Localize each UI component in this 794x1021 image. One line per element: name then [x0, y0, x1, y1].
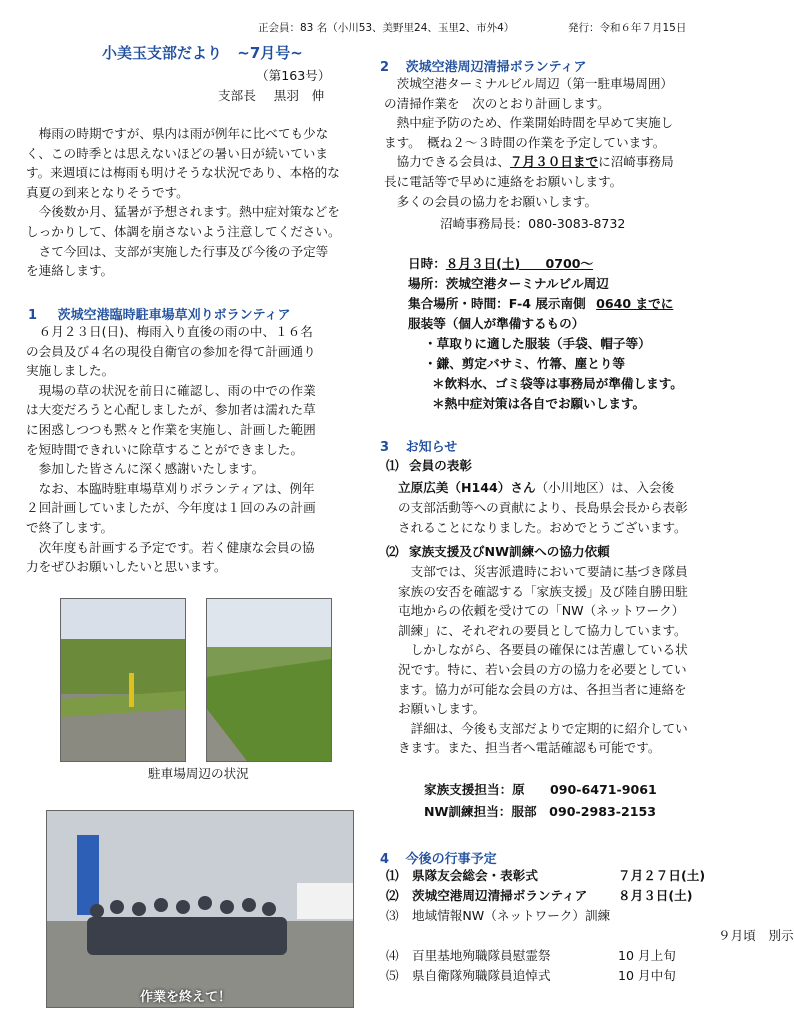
contact-date: ７月３０日まで — [509, 154, 599, 169]
award-line: の支部活動等への貢献により、長島県会長から表彰 — [398, 500, 688, 515]
intro-text — [26, 124, 341, 281]
event-name: 県自衛隊殉職隊員追悼式 — [412, 968, 551, 983]
issue-number: （第163号） — [256, 68, 331, 83]
section1-line: 現場の草の状況を前日に確認し、雨の中での作業 — [26, 382, 316, 398]
parking-photo-caption: 駐車場周辺の状況 — [148, 766, 249, 781]
membership-count: 正会員：83 名（小川53、美野里24、玉里2、市外4） — [258, 22, 515, 34]
section2-title: 茨城空港周辺清掃ボランティア — [405, 60, 587, 75]
section1-line: ２回計画していましたが、今年度は１回のみの計画 — [26, 500, 316, 516]
support-title: 家族支援及びNW訓練への協力依頼 — [408, 544, 610, 559]
family-support-contact: 家族支援担当：原 090-6471-9061 — [424, 782, 657, 797]
contact-suffix: に沼崎事務局 — [598, 154, 674, 169]
event-date: ７月２７日(土) — [618, 868, 706, 883]
section3-number: 3 — [380, 440, 390, 455]
author-name: 黒羽 伸 — [273, 88, 325, 103]
event-name: 地域情報NW（ネットワーク）訓練 — [412, 908, 611, 923]
group-photo-caption: 作業を終えて！ — [140, 990, 232, 1005]
author — [218, 86, 324, 106]
event-date: 10 月上旬 — [618, 948, 676, 963]
section1-heading — [28, 304, 291, 323]
event-row — [386, 886, 794, 906]
event-date-label: 日時： — [408, 256, 446, 271]
support-line: ます。協力が可能な会員の方は、各担当者に連絡を — [398, 681, 687, 697]
support-line: お願いします。 — [398, 701, 486, 717]
event-date: ９月頃 別示 — [718, 928, 794, 943]
event-schedule — [386, 866, 794, 986]
section1-title: 茨城空港臨時駐車場草刈りボランティア — [57, 308, 291, 323]
section2-line: 熱中症予防のため、作業開始時間を早めて実施し — [384, 115, 674, 131]
section1-line: 実施しました。 — [26, 363, 115, 379]
section1-line: 次年度も計画する予定です。若く健康な会員の協 — [26, 539, 315, 555]
section1-line: 力をぜひお願いしたいと思います。 — [26, 559, 227, 575]
section1-line: を短時間できれいに除草することができました。 — [26, 441, 304, 457]
section3-title: お知らせ — [405, 440, 458, 455]
event-number: ⑸ — [386, 968, 399, 983]
support-line: きます。また、担当者へ電話確認も可能です。 — [398, 740, 661, 756]
award-line: されることになりました。おめでとうございます。 — [398, 519, 687, 535]
award-title: 会員の表彰 — [408, 458, 472, 473]
group-photo — [46, 810, 354, 1008]
event-row — [386, 946, 794, 966]
award-heading — [386, 456, 472, 476]
intro-line: 真夏の到来となりそうです。 — [26, 184, 189, 200]
section1-number: 1 — [28, 308, 38, 323]
support-heading — [386, 542, 610, 562]
item-line: ・草取りに適した服装（手袋、帽子等） — [424, 336, 651, 351]
contact-line2: 長に電話等で早めに連絡をお願いします。 — [384, 174, 623, 189]
support-line: 支部では、災害派遣時において要請に基づき隊員 — [398, 564, 688, 579]
intro-line: さて今回は、支部が実施した行事及び今後の予定等 — [26, 243, 329, 259]
award-line1 — [398, 478, 674, 498]
event-name: 県隊友会総会・表彰式 — [412, 868, 538, 883]
section2-body — [384, 74, 673, 152]
section2-line: ます。 概ね２～３時間の作業を予定しています。 — [384, 134, 666, 150]
event-name — [412, 926, 618, 946]
note-line: ＊飲料水、ゴミ袋等は事務局が準備します。 — [432, 376, 683, 391]
event-row — [386, 966, 794, 986]
items-list — [424, 334, 651, 373]
assembly-place: 集合場所・時間：F-4 展示南側 — [408, 296, 586, 311]
event-number — [386, 926, 412, 946]
parking-photo-right — [206, 598, 332, 762]
section1-body — [26, 322, 316, 577]
support-body — [398, 562, 688, 758]
intro-line: しっかりして、体調を崩さないよう注意してください。 — [26, 223, 341, 239]
event-number: ⑶ — [386, 908, 399, 923]
section2-line: の清掃作業を 次のとおり計画します。 — [384, 95, 610, 111]
event-number: ⑴ — [386, 868, 399, 883]
issue-date: 発行：令和６年７月15日 — [568, 22, 687, 34]
section4-number: 4 — [380, 852, 390, 867]
section1-line: なお、本臨時駐車場草刈りボランティアは、例年 — [26, 480, 315, 496]
contact-prefix: 協力できる会員は、 — [384, 154, 510, 169]
item-line: ・鎌、剪定バサミ、竹箒、塵とり等 — [424, 355, 625, 371]
section1-line: で終了します。 — [26, 519, 114, 535]
support-line: 屯地からの依頼を受けての「NW（ネットワーク） — [398, 603, 685, 619]
issue-month: ~7月号~ — [237, 44, 303, 62]
section4-title: 今後の行事予定 — [405, 852, 497, 867]
event-row — [386, 906, 794, 926]
section1-line: は大変だろうと心配しましたが、参加者は濡れた草 — [26, 402, 316, 418]
event-date — [408, 254, 593, 274]
event-name: 茨城空港周辺清掃ボランティア — [412, 888, 588, 903]
event-number: ⑷ — [386, 948, 399, 963]
grass-field-image — [61, 599, 185, 761]
section1-line: ６月２３日(日)、梅雨入り直後の雨の中、１６名 — [26, 324, 313, 339]
nw-training-contact: NW訓練担当：服部 090-2983-2153 — [424, 804, 657, 819]
support-line: しかしながら、各要員の確保には苦慮している状 — [398, 642, 688, 658]
intro-line: を連絡します。 — [26, 263, 114, 279]
event-date: ８月３日(土) — [618, 888, 693, 903]
event-date-value: ８月３日(土) 0700～ — [445, 256, 594, 271]
grass-slope-image — [207, 599, 331, 761]
award-recipient: 立原広美（H144）さん — [398, 480, 536, 495]
event-assembly — [408, 294, 673, 314]
award-text: （小川地区）は、入会後 — [535, 480, 675, 495]
section2-heading — [380, 56, 587, 75]
event-date: 10 月中旬 — [618, 968, 676, 983]
section2-line: 茨城空港ターミナルビル周辺（第一駐車場周囲） — [384, 76, 674, 91]
intro-line: 今後数か月、猛暑が予想されます。熱中症対策などを — [26, 204, 340, 220]
award-body — [398, 498, 688, 537]
author-role: 支部長 — [218, 88, 256, 103]
support-line: 家族の安否を確認する「家族支援」及び陸自勝田駐 — [398, 583, 688, 599]
intro-line: く、この時季とは思えないほどの暑い日が続いていま — [26, 145, 328, 161]
event-row — [386, 866, 794, 886]
newsletter-name: 小美玉支部だより — [102, 44, 223, 62]
parking-photo-left — [60, 598, 186, 762]
intro-line: す。来週頃には梅雨も明けそうな状況であり、本格的な — [26, 165, 340, 181]
support-line: 訓練」に、それぞれの要員として協力しています。 — [398, 622, 687, 638]
dress-code: 服装等（個人が準備するもの） — [408, 316, 585, 331]
section4-heading — [380, 848, 497, 867]
contact-line3: 多くの会員の協力をお願いします。 — [384, 194, 598, 209]
event-number: ⑵ — [386, 888, 399, 903]
newsletter-title — [102, 42, 303, 63]
section1-line: に困惑しつつも黙々と作業を実施し、計画した範囲 — [26, 421, 316, 437]
section2-number: 2 — [380, 60, 390, 75]
event-row — [386, 926, 794, 946]
volunteer-group-image — [47, 811, 353, 1007]
assembly-time: 0640 までに — [596, 296, 674, 311]
section3-heading — [380, 436, 457, 455]
note-line: ＊熱中症対策は各自でお願いします。 — [432, 395, 646, 411]
award-number: ⑴ — [386, 458, 399, 473]
office-phone: 沼崎事務局長：080-3083-8732 — [440, 216, 626, 231]
support-line: 詳細は、今後も支部だよりで定期的に紹介してい — [398, 720, 688, 736]
section1-line: 参加した皆さんに深く感謝いたします。 — [26, 461, 265, 477]
event-place: 場所：茨城空港ターミナルビル周辺 — [408, 276, 609, 291]
intro-line: 梅雨の時期ですが、県内は雨が例年に比べても少な — [26, 126, 329, 141]
section1-line: の会員及び４名の現役自衛官の参加を得て計画通り — [26, 343, 316, 359]
event-name: 百里基地殉職隊員慰霊祭 — [412, 948, 551, 963]
support-number: ⑵ — [386, 544, 399, 559]
contact-deadline — [384, 152, 674, 172]
notes-list — [432, 374, 683, 413]
support-line: 況です。特に、若い会員の方の協力を必要としてい — [398, 661, 687, 677]
